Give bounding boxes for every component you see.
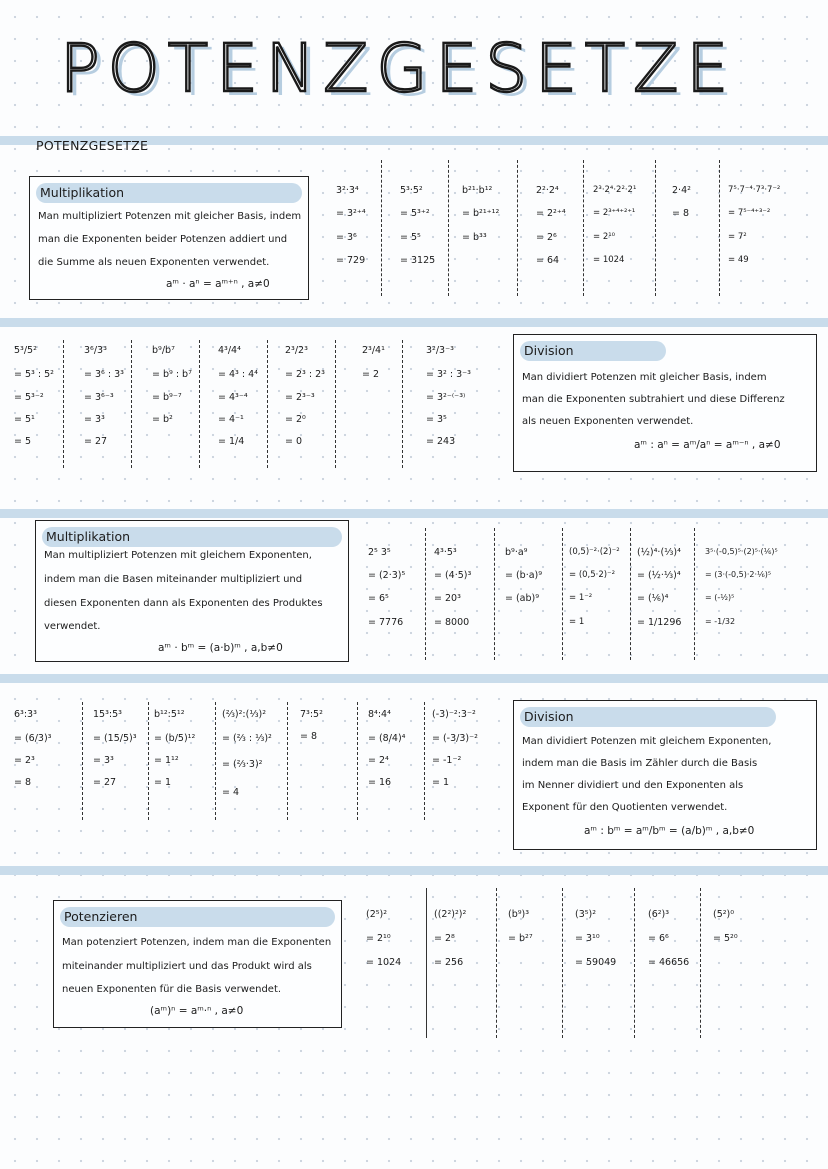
rule-text-line: Man dividiert Potenzen mit gleichem Exponenten, bbox=[522, 736, 772, 747]
example-step: = (-½)⁵ bbox=[705, 593, 735, 602]
example-step: 3⁵·(-0,5)⁵·(2)⁵·(⅙)⁵ bbox=[705, 547, 778, 556]
example-step: 6³:3³ bbox=[14, 709, 37, 720]
column-divider bbox=[562, 888, 563, 1038]
column-divider bbox=[562, 528, 563, 660]
rule-box-exponentiation bbox=[53, 900, 342, 1028]
example-step: 2⁵ 3⁵ bbox=[368, 547, 391, 558]
column-divider bbox=[357, 702, 358, 820]
column-divider bbox=[82, 702, 83, 820]
example-step: = 64 bbox=[536, 255, 560, 266]
example-step: (2⁵)² bbox=[366, 909, 388, 920]
section-subtitle: POTENZGESETZE bbox=[36, 138, 149, 153]
example-step: = (4·5)³ bbox=[434, 570, 472, 581]
example-step: = 3² : 3⁻³ bbox=[426, 369, 471, 380]
example-step: = 256 bbox=[434, 957, 464, 968]
rule-text-line: diesen Exponenten dann als Exponenten des Produktes bbox=[44, 598, 323, 609]
example-step: = 8 bbox=[300, 731, 318, 742]
example-step: = 1⁻² bbox=[569, 593, 593, 603]
example-step: = 27 bbox=[93, 777, 117, 788]
rule-heading: Division bbox=[524, 343, 574, 358]
rule-text-line: im Nenner dividiert und den Exponenten als bbox=[522, 780, 744, 791]
example-step: = 2¹⁰ bbox=[593, 232, 616, 242]
column-divider bbox=[426, 888, 427, 1038]
rule-text-line: Man multipliziert Potenzen mit gleicher Basis, indem bbox=[38, 211, 302, 222]
example-step: = 4 bbox=[222, 787, 240, 798]
example-step: (½)⁴·(⅓)⁴ bbox=[637, 547, 681, 558]
rule-box-multiplication-same-base bbox=[29, 176, 309, 300]
rule-text-line: man die Exponenten subtrahiert und diese Differenz bbox=[522, 394, 785, 405]
example-step: = 4³ : 4⁴ bbox=[218, 369, 258, 380]
rule-text-line: als neuen Exponenten verwendet. bbox=[522, 416, 694, 427]
example-step: = 1/1296 bbox=[637, 617, 682, 628]
example-step: 5³·5² bbox=[400, 185, 423, 196]
example-step: = b³³ bbox=[462, 232, 487, 243]
example-step: = 3125 bbox=[400, 255, 436, 266]
example-step: b⁹·a⁹ bbox=[505, 547, 528, 558]
rule-heading: Multiplikation bbox=[40, 185, 125, 200]
rule-box-multiplication-same-exponent bbox=[35, 520, 349, 662]
rule-text-line: verwendet. bbox=[44, 621, 101, 632]
example-step: (b⁹)³ bbox=[508, 909, 530, 920]
example-step: = 1 bbox=[154, 777, 172, 788]
column-divider bbox=[630, 528, 631, 660]
rule-heading: Potenzieren bbox=[64, 909, 138, 924]
example-step: 4³/4⁴ bbox=[218, 345, 241, 356]
example-step: = 5³ : 5² bbox=[14, 369, 54, 380]
example-step: = 20³ bbox=[434, 593, 461, 604]
example-step: ((2²)²)² bbox=[434, 909, 467, 920]
rule-heading: Division bbox=[524, 709, 574, 724]
rule-heading: Multiplikation bbox=[46, 529, 131, 544]
column-divider bbox=[448, 160, 449, 296]
example-step: = 1024 bbox=[593, 255, 625, 265]
column-divider bbox=[424, 702, 425, 820]
example-step: 5³/5² bbox=[14, 345, 37, 356]
example-step: = 8 bbox=[14, 777, 32, 788]
rule-formula: aᵐ : aⁿ = aᵐ/aⁿ = aᵐ⁻ⁿ , a≠0 bbox=[634, 439, 781, 451]
rule-box-division-same-base bbox=[513, 334, 817, 472]
example-step: = 5³⁻² bbox=[14, 392, 44, 403]
example-step: = b²⁷ bbox=[508, 933, 533, 944]
example-step: = (ab)⁹ bbox=[505, 593, 540, 604]
example-step: = 6⁵ bbox=[368, 593, 389, 604]
example-step: = 2⁰ bbox=[285, 414, 306, 425]
example-step: = 3⁶ : 3³ bbox=[84, 369, 124, 380]
divider-band bbox=[0, 674, 828, 683]
example-step: (0,5)⁻²·(2)⁻² bbox=[569, 547, 620, 557]
example-step: = b⁹ : b⁷ bbox=[152, 369, 192, 380]
divider-band bbox=[0, 509, 828, 518]
example-step: = (3·(-0,5)·2·⅙)⁵ bbox=[705, 570, 772, 579]
column-divider bbox=[402, 340, 403, 468]
column-divider bbox=[63, 340, 64, 468]
example-step: = 49 bbox=[728, 255, 749, 265]
example-step: = 3¹⁰ bbox=[575, 933, 600, 944]
example-step: 8⁴:4⁴ bbox=[368, 709, 391, 720]
example-step: 2·4² bbox=[672, 185, 691, 196]
example-step: = 3⁶ bbox=[336, 232, 357, 243]
example-step: = 7⁵⁻⁴⁺³⁻² bbox=[728, 208, 771, 218]
example-step: 2²·2⁴ bbox=[536, 185, 559, 196]
example-step: = 5³⁺² bbox=[400, 208, 430, 219]
rule-box-division-same-exponent bbox=[513, 700, 817, 850]
example-step: 2³·2⁴·2²·2¹ bbox=[593, 185, 637, 195]
example-step: = (-3/3)⁻² bbox=[432, 733, 478, 744]
example-step: = 0 bbox=[285, 436, 303, 447]
column-divider bbox=[267, 340, 268, 468]
rule-formula: aᵐ · aⁿ = aᵐ⁺ⁿ , a≠0 bbox=[166, 278, 270, 290]
example-step: = 2 bbox=[362, 369, 380, 380]
column-divider bbox=[700, 888, 701, 1038]
example-step: = 8 bbox=[672, 208, 690, 219]
column-divider bbox=[634, 888, 635, 1038]
example-step: = -1⁻² bbox=[432, 755, 462, 766]
column-divider bbox=[719, 160, 720, 296]
example-step: (-3)⁻²:3⁻² bbox=[432, 709, 476, 720]
example-step: 4³·5³ bbox=[434, 547, 457, 558]
example-step: = 243 bbox=[426, 436, 456, 447]
rule-text-line: Man multipliziert Potenzen mit gleichem Exponenten, bbox=[44, 550, 312, 561]
example-step: = 16 bbox=[368, 777, 392, 788]
example-step: = 5²⁰ bbox=[713, 933, 738, 944]
example-step: = 2³⁺⁴⁺²⁺¹ bbox=[593, 208, 636, 218]
column-divider bbox=[655, 160, 656, 296]
rule-text-line: indem man die Basis im Zähler durch die Basis bbox=[522, 758, 758, 769]
example-step: = (15/5)³ bbox=[93, 733, 137, 744]
example-step: b¹²:5¹² bbox=[154, 709, 185, 720]
example-step: 7³:5² bbox=[300, 709, 323, 720]
column-divider bbox=[425, 528, 426, 660]
example-step: = (⅔ : ⅓)² bbox=[222, 733, 272, 744]
example-step: = b²¹⁺¹² bbox=[462, 208, 500, 219]
example-step: = 1 bbox=[569, 617, 585, 627]
example-step: 3⁶/3³ bbox=[84, 345, 107, 356]
divider-band bbox=[0, 866, 828, 875]
example-step: = 2⁶ bbox=[536, 232, 557, 243]
example-step: 2³/4¹ bbox=[362, 345, 385, 356]
example-step: = (b·a)⁹ bbox=[505, 570, 543, 581]
example-step: = 59049 bbox=[575, 957, 617, 968]
example-step: = (8/4)⁴ bbox=[368, 733, 406, 744]
rule-text-line: die Summe als neuen Exponenten verwendet. bbox=[38, 257, 270, 268]
example-step: (5²)⁰ bbox=[713, 909, 735, 920]
example-step: = 2³⁻³ bbox=[285, 392, 315, 403]
example-step: = 2¹⁰ bbox=[366, 933, 391, 944]
example-step: = 2⁴ bbox=[368, 755, 389, 766]
example-step: = (⅔·3)² bbox=[222, 759, 263, 770]
example-step: = (½·⅓)⁴ bbox=[637, 570, 681, 581]
example-step: 2³/2³ bbox=[285, 345, 308, 356]
column-divider bbox=[287, 702, 288, 820]
example-step: = 3⁶⁻³ bbox=[84, 392, 114, 403]
example-step: = 7776 bbox=[368, 617, 404, 628]
example-step: = 8000 bbox=[434, 617, 470, 628]
example-step: = 2⁸ bbox=[434, 933, 455, 944]
rule-text-line: Man potenziert Potenzen, indem man die Exponenten bbox=[62, 937, 332, 948]
example-step: 3²/3⁻³ bbox=[426, 345, 454, 356]
rule-text-line: indem man die Basen miteinander multipliziert und bbox=[44, 574, 303, 585]
example-step: = -1/32 bbox=[705, 617, 736, 626]
column-divider bbox=[131, 340, 132, 468]
page-title: POTENZGESETZE bbox=[60, 30, 737, 107]
rule-formula: (aᵐ)ⁿ = aᵐ·ⁿ , a≠0 bbox=[150, 1005, 244, 1017]
example-step: b⁹/b⁷ bbox=[152, 345, 175, 356]
rule-formula: aᵐ : bᵐ = aᵐ/bᵐ = (a/b)ᵐ , a,b≠0 bbox=[584, 825, 755, 837]
rule-text-line: Exponent für den Quotienten verwendet. bbox=[522, 802, 728, 813]
example-step: (⅔)²:(⅓)² bbox=[222, 709, 267, 720]
column-divider bbox=[517, 160, 518, 296]
column-divider bbox=[215, 702, 216, 820]
divider-band bbox=[0, 318, 828, 327]
column-divider bbox=[494, 528, 495, 660]
example-step: b²¹·b¹² bbox=[462, 185, 493, 196]
rule-text-line: man die Exponenten beider Potenzen addiert und bbox=[38, 234, 288, 245]
rule-text-line: neuen Exponenten für die Basis verwendet. bbox=[62, 984, 282, 995]
example-step: = 2³ bbox=[14, 755, 35, 766]
example-step: (6²)³ bbox=[648, 909, 670, 920]
example-step: = 3³ bbox=[93, 755, 114, 766]
example-step: = 2³ : 2³ bbox=[285, 369, 325, 380]
example-step: = 729 bbox=[336, 255, 366, 266]
example-step: = 4⁻¹ bbox=[218, 414, 244, 425]
rule-formula: aᵐ · bᵐ = (a·b)ᵐ , a,b≠0 bbox=[158, 642, 283, 654]
example-step: = 3²⁻⁽⁻³⁾ bbox=[426, 392, 466, 403]
example-step: = 5¹ bbox=[14, 414, 35, 425]
column-divider bbox=[583, 160, 584, 296]
example-step: = 7² bbox=[728, 232, 747, 242]
example-step: = 1/4 bbox=[218, 436, 245, 447]
example-step: = 2²⁺⁴ bbox=[536, 208, 566, 219]
column-divider bbox=[496, 888, 497, 1038]
example-step: = b⁹⁻⁷ bbox=[152, 392, 182, 403]
example-step: = 5 bbox=[14, 436, 32, 447]
example-step: = (b/5)¹² bbox=[154, 733, 196, 744]
column-divider bbox=[694, 528, 695, 660]
example-step: = 1024 bbox=[366, 957, 402, 968]
example-step: (3⁵)² bbox=[575, 909, 597, 920]
example-step: = 4³⁻⁴ bbox=[218, 392, 248, 403]
example-step: = 6⁶ bbox=[648, 933, 669, 944]
rule-text-line: miteinander multipliziert und das Produkt wird als bbox=[62, 961, 312, 972]
example-step: = b² bbox=[152, 414, 173, 425]
column-divider bbox=[335, 340, 336, 468]
example-step: = 3²⁺⁴ bbox=[336, 208, 366, 219]
example-step: = 5⁵ bbox=[400, 232, 421, 243]
example-step: = 1¹² bbox=[154, 755, 179, 766]
rule-text-line: Man dividiert Potenzen mit gleicher Basis, indem bbox=[522, 372, 767, 383]
example-step: = (0,5·2)⁻² bbox=[569, 570, 615, 580]
example-step: = (2·3)⁵ bbox=[368, 570, 406, 581]
column-divider bbox=[148, 702, 149, 820]
example-step: = 1 bbox=[432, 777, 450, 788]
example-step: = 27 bbox=[84, 436, 108, 447]
column-divider bbox=[381, 160, 382, 296]
example-step: = (⅙)⁴ bbox=[637, 593, 669, 604]
example-step: 15³:5³ bbox=[93, 709, 122, 720]
example-step: = (6/3)³ bbox=[14, 733, 52, 744]
example-step: 3²·3⁴ bbox=[336, 185, 359, 196]
example-step: = 3³ bbox=[84, 414, 105, 425]
example-step: 7⁵·7⁻⁴·7³·7⁻² bbox=[728, 185, 781, 195]
column-divider bbox=[199, 340, 200, 468]
example-step: = 46656 bbox=[648, 957, 690, 968]
example-step: = 3⁵ bbox=[426, 414, 447, 425]
